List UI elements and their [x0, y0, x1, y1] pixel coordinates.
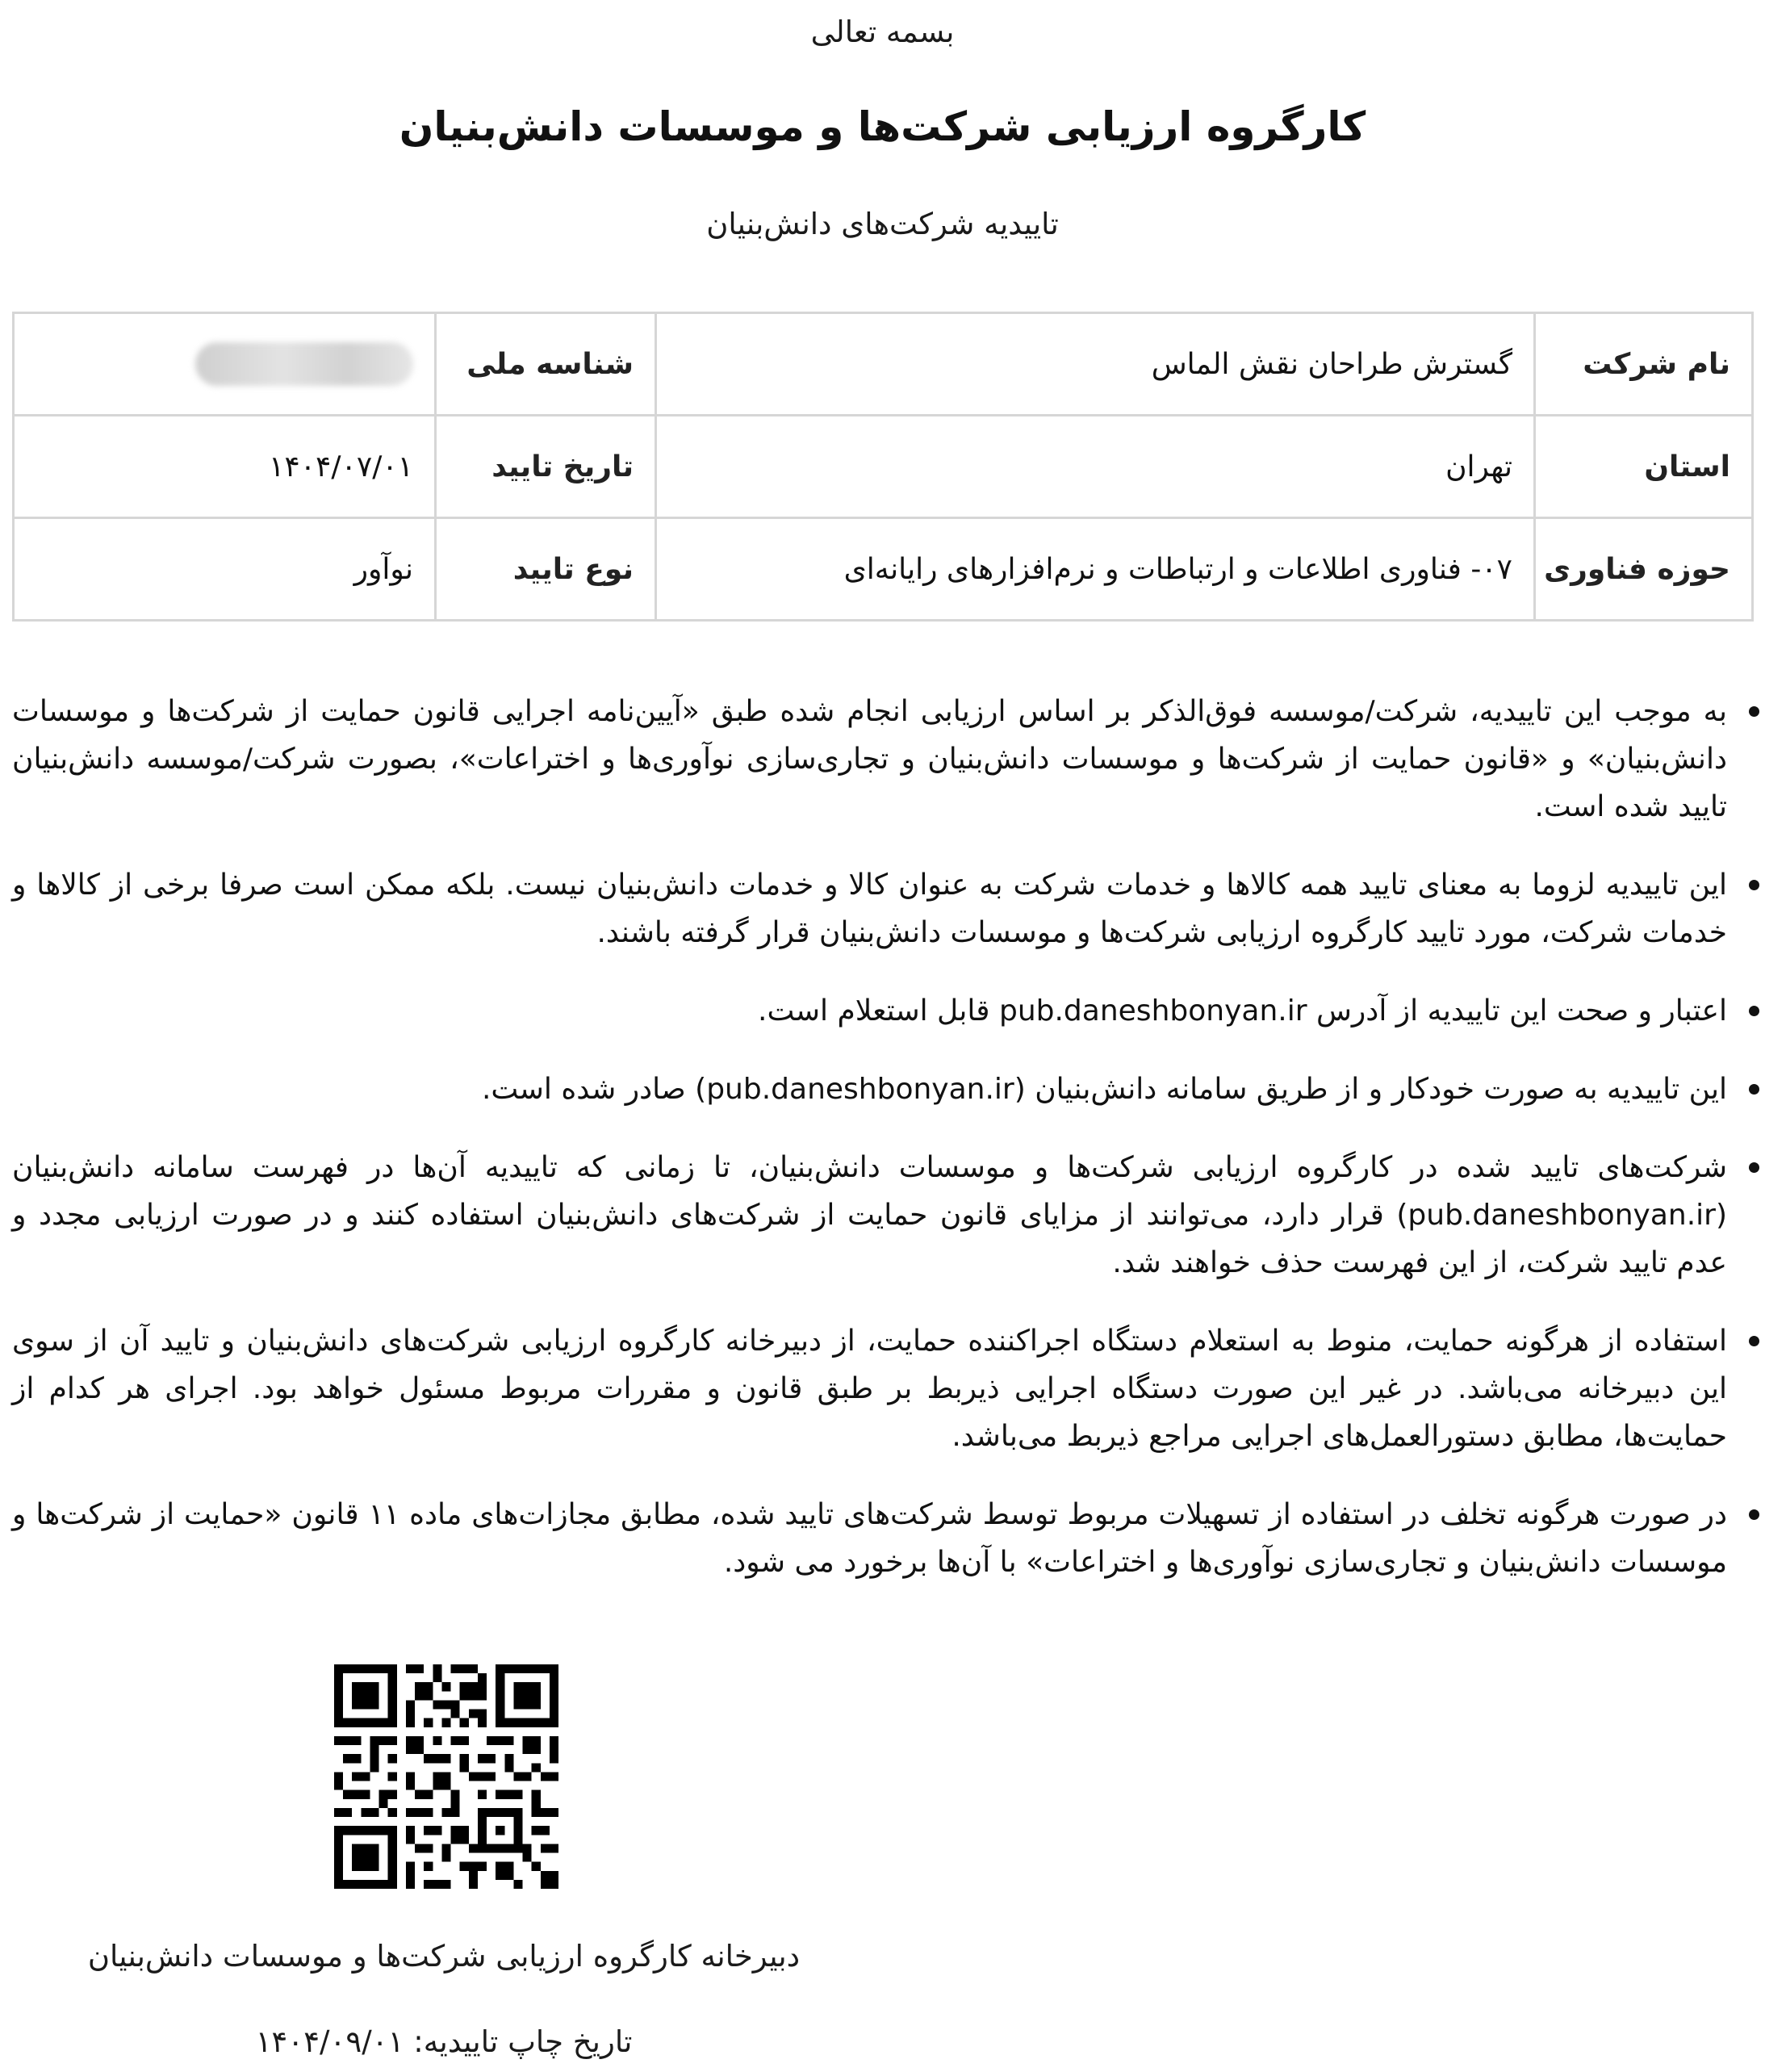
national-id-label: شناسه ملی — [436, 313, 656, 416]
table-row — [14, 416, 1753, 518]
approval-type-label: نوع تایید — [436, 518, 656, 621]
basmala-heading: بسمه تعالی — [810, 15, 955, 49]
page-title: کارگروه ارزیابی شرکت‌ها و موسسات دانش‌بنیان — [399, 103, 1366, 150]
terms-list — [12, 688, 1763, 1617]
tech-field-label: حوزه فناوری — [1535, 518, 1753, 621]
table-row — [14, 518, 1753, 621]
list-item: در صورت هرگونه تخلف در استفاده از تسهیلات مربوط توسط شرکت‌های تایید شده، مطابق مجازات‌های ماده ۱۱ قانون «حمایت از شرکت‌ها و موسسات دانش‌بنیان و تجاری‌سازی نوآوری‌ها و اختراعات» با آن‌ها برخورد می شود. — [12, 1491, 1727, 1586]
footer-organization: دبیرخانه کارگروه ارزیابی شرکت‌ها و موسسات دانش‌بنیان — [87, 1939, 801, 1974]
tech-field-value: ۰۷- فناوری اطلاعات و ارتباطات و نرم‌افزارهای رایانه‌ای — [656, 518, 1535, 621]
list-item: این تاییدیه به صورت خودکار و از طریق سامانه دانش‌بنیان (pub.daneshbonyan.ir) صادر شده است. — [12, 1065, 1727, 1113]
company-name-label: نام شرکت — [1535, 313, 1753, 416]
page-subtitle: تاییدیه شرکت‌های دانش‌بنیان — [706, 207, 1059, 241]
approval-type-value: نوآور — [14, 518, 436, 621]
list-item: شرکت‌های تایید شده در کارگروه ارزیابی شرکت‌ها و موسسات دانش‌بنیان، تا زمانی که تاییدیه آن‌ها در فهرست سامانه دانش‌بنیان (pub.daneshbonyan.ir) قرار دارد، می‌توانند از مزایای قانون حمایت از شرکت‌های دانش‌بنیان استفاده کنند و در صورت ارزیابی مجدد و عدم تایید شرکت، از این فهرست حذف خواهند شد. — [12, 1144, 1727, 1287]
list-item: اعتبار و صحت این تاییدیه از آدرس pub.daneshbonyan.ir قابل استعلام است. — [12, 987, 1727, 1035]
approval-date-label: تاریخ تایید — [436, 416, 656, 518]
province-label: استان — [1535, 416, 1753, 518]
approval-date-value: ۱۴۰۴/۰۷/۰۱ — [14, 416, 436, 518]
province-value: تهران — [656, 416, 1535, 518]
qr-code-icon — [334, 1664, 558, 1889]
table-row — [14, 313, 1753, 416]
list-item: استفاده از هرگونه حمایت، منوط به استعلام دستگاه اجراکننده حمایت، از دبیرخانه کارگروه ارزیابی شرکت‌های دانش‌بنیان و تایید آن از سوی این دبیرخانه می‌باشد. در غیر این صورت دستگاه اجرایی ذیربط بر طبق قانون و مقررات مربوط مسئول خواهد بود. اجرای هر کدام از حمایت‌ها، مطابق دستورالعمل‌های اجرایی مراجع ذیربط می‌باشد. — [12, 1317, 1727, 1460]
redacted-national-id — [195, 342, 413, 386]
company-info-table — [12, 312, 1754, 622]
footer-print-date: تاریخ چاپ تاییدیه: ۱۴۰۴/۰۹/۰۱ — [255, 2024, 633, 2059]
list-item: این تاییدیه لزوما به معنای تایید همه کالاها و خدمات شرکت به عنوان کالا و خدمات دانش‌بنیان نیست. بلکه ممکن است صرفا برخی از کالاها و خدمات شرکت، مورد تایید کارگروه ارزیابی شرکت‌ها و موسسات دانش‌بنیان قرار گرفته باشند. — [12, 861, 1727, 956]
company-name-value: گسترش طراحان نقش الماس — [656, 313, 1535, 416]
list-item: به موجب این تاییدیه، شرکت/موسسه فوق‌الذکر بر اساس ارزیابی انجام شده طبق «آیین‌نامه اجرایی قانون حمایت از شرکت‌ها و موسسات دانش‌بنیان» و «قانون حمایت از شرکت‌ها و موسسات دانش‌بنیان و تجاری‌سازی نوآوری‌ها و اختراعات»، بصورت شرکت/موسسه دانش‌بنیان تایید شده است. — [12, 688, 1727, 831]
national-id-value — [14, 313, 436, 416]
